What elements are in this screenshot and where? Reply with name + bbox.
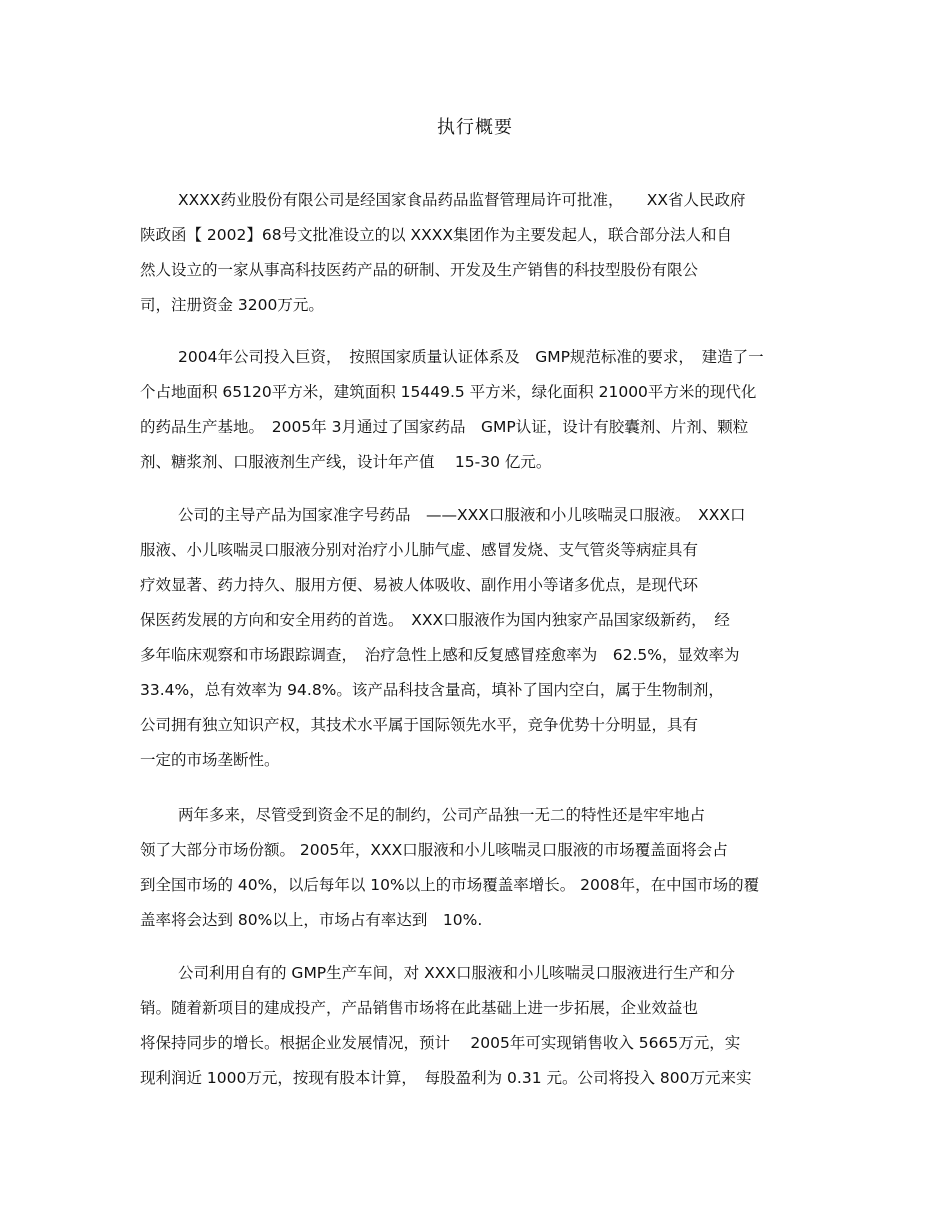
paragraph-line: 然人设立的一家从事高科技医药产品的研制、开发及生产销售的科技型股份有限公 [140, 261, 699, 279]
paragraph-company-intro [140, 183, 810, 323]
paragraph-line: 陕政函【 2002】68号文批准设立的以 XXXX集团作为主要发起人，联合部分法人和自 [140, 226, 732, 244]
paragraph-line: 33.4%，总有效率为 94.8%。该产品科技含量高，填补了国内空白，属于生物制剂， [140, 681, 724, 699]
paragraph-line: 现利润近 1000万元，按现有股本计算， 每股盈利为 0.31 元。公司将投入 800万元来实 [140, 1069, 752, 1087]
paragraph-line: 到全国市场的 40%，以后每年以 10%以上的市场覆盖率增长。 2008年，在中国市场的覆 [140, 876, 760, 894]
paragraph-production-base [140, 340, 810, 480]
paragraph-line: 盖率将会达到 80%以上，市场占有率达到 10%. [140, 911, 483, 929]
paragraph-line: 多年临床观察和市场跟踪调查， 治疗急性上感和反复感冒痊愈率为 62.5%，显效率为 [140, 646, 740, 664]
paragraph-line: 服液、小儿咳喘灵口服液分别对治疗小儿肺气虚、感冒发烧、支气管炎等病症具有 [140, 541, 699, 559]
paragraph-line: 领了大部分市场份额。 2005年，XXX口服液和小儿咳喘灵口服液的市场覆盖面将会占 [140, 841, 728, 859]
paragraph-line: XXXX药业股份有限公司是经国家食品药品监督管理局许可批准， XX省人民政府 [178, 191, 746, 209]
paragraph-market-share [140, 798, 810, 938]
paragraph-line: 疗效显著、药力持久、服用方便、易被人体吸收、副作用小等诸多优点，是现代环 [140, 576, 699, 594]
paragraph-line: 2004年公司投入巨资， 按照国家质量认证体系及 GMP规范标准的要求， 建造了一 [178, 348, 764, 366]
paragraph-line: 公司利用自有的 GMP生产车间，对 XXX口服液和小儿咳喘灵口服液进行生产和分 [178, 964, 735, 982]
paragraph-line: 将保持同步的增长。根据企业发展情况，预计 2005年可实现销售收入 5665万元，实 [140, 1034, 741, 1052]
paragraph-line: 保医药发展的方向和安全用药的首选。 XXX口服液作为国内独家产品国家级新药， 经 [140, 611, 730, 629]
paragraph-line: 销。随着新项目的建成投产，产品销售市场将在此基础上进一步拓展，企业效益也 [140, 999, 699, 1017]
paragraph-line: 公司的主导产品为国家准字号药品 ——XXX口服液和小儿咳喘灵口服液。 XXX口 [178, 506, 746, 524]
paragraph-line: 剂、糖浆剂、口服液剂生产线，设计年产值 15-30 亿元。 [140, 453, 552, 471]
paragraph-line: 的药品生产基地。 2005年 3月通过了国家药品 GMP认证，设计有胶囊剂、片剂、颗粒 [140, 418, 749, 436]
paragraph-line: 公司拥有独立知识产权，其技术水平属于国际领先水平，竞争优势十分明显，具有 [140, 716, 699, 734]
paragraph-line: 个占地面积 65120平方米，建筑面积 15449.5 平方米，绿化面积 21000平方米的现代化 [140, 383, 757, 401]
paragraph-line: 司，注册资金 3200万元。 [140, 296, 324, 314]
page-title: 执行概要 [437, 117, 513, 138]
paragraph-financial-outlook [140, 956, 810, 1096]
paragraph-line: 一定的市场垄断性。 [140, 751, 280, 769]
paragraph-line: 两年多来，尽管受到资金不足的制约，公司产品独一无二的特性还是牢牢地占 [178, 806, 706, 824]
paragraph-main-products [140, 498, 810, 778]
